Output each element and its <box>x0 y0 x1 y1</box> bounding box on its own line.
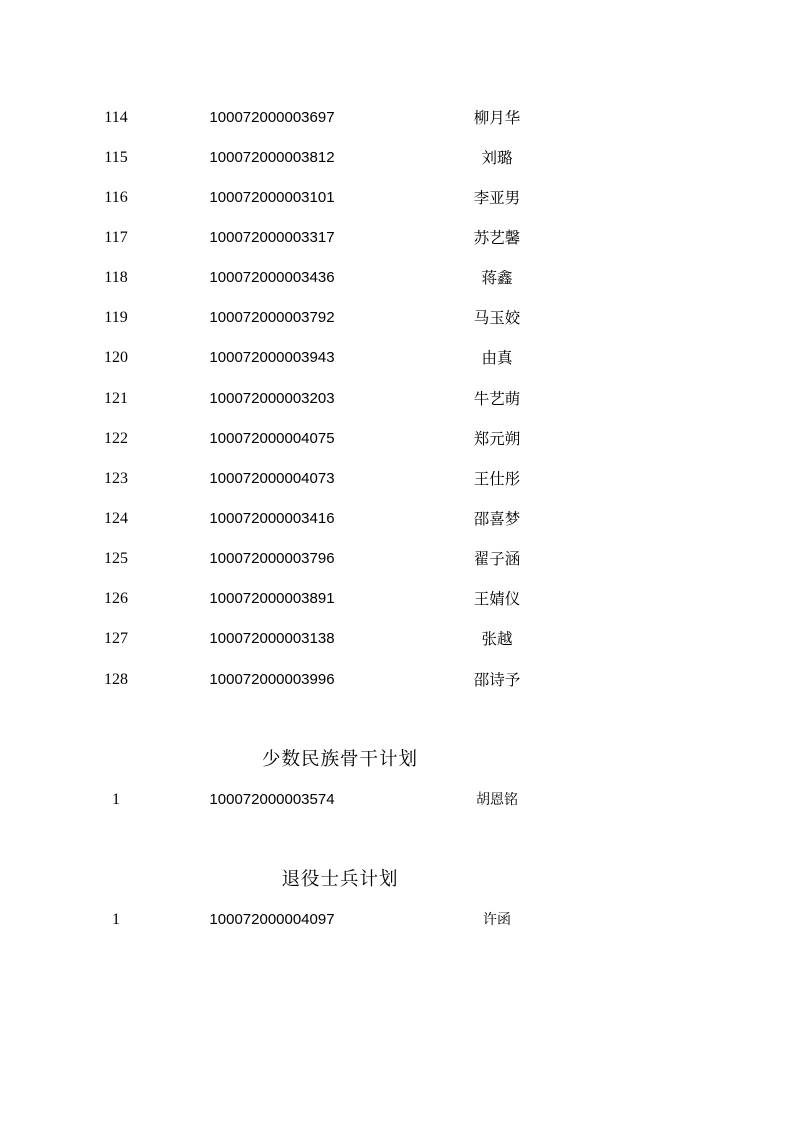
row-number: 123 <box>104 470 128 487</box>
row-number: 118 <box>104 269 128 286</box>
student-name: 张越 <box>481 630 513 648</box>
student-name: 邵喜梦 <box>473 510 521 528</box>
exam-id: 100072000004075 <box>209 430 335 447</box>
table-row <box>0 186 794 210</box>
exam-id: 100072000004097 <box>209 911 335 928</box>
exam-id: 100072000003891 <box>209 590 335 607</box>
table-row <box>0 668 794 692</box>
student-name: 刘璐 <box>481 149 513 167</box>
row-number: 125 <box>104 550 128 567</box>
row-number: 115 <box>104 149 128 166</box>
row-number: 121 <box>104 390 128 407</box>
table-row <box>0 908 794 932</box>
student-name: 马玉姣 <box>473 309 521 327</box>
exam-id: 100072000003416 <box>209 510 335 527</box>
exam-id: 100072000003138 <box>209 630 335 647</box>
student-name: 郑元朔 <box>473 430 521 448</box>
table-row <box>0 106 794 130</box>
row-number: 1 <box>112 791 120 808</box>
student-name: 李亚男 <box>473 189 521 207</box>
row-number: 1 <box>112 911 120 928</box>
table-row <box>0 467 794 491</box>
exam-id: 100072000003101 <box>209 189 335 206</box>
exam-id: 100072000003996 <box>209 671 335 688</box>
table-row <box>0 788 794 812</box>
student-name: 邵诗予 <box>473 671 521 689</box>
table-row <box>0 387 794 411</box>
student-name: 胡恩铭 <box>476 792 518 808</box>
exam-id: 100072000004073 <box>209 470 335 487</box>
exam-id: 100072000003792 <box>209 309 335 326</box>
exam-id: 100072000003574 <box>209 791 335 808</box>
row-number: 120 <box>104 349 128 366</box>
student-name: 王仕彤 <box>473 470 521 488</box>
exam-id: 100072000003436 <box>209 269 335 286</box>
exam-id: 100072000003317 <box>209 229 335 246</box>
table-row <box>0 547 794 571</box>
table-row <box>0 507 794 531</box>
row-number: 122 <box>104 430 128 447</box>
table-row <box>0 266 794 290</box>
row-number: 126 <box>104 590 128 607</box>
student-name: 许函 <box>483 912 511 928</box>
student-name: 苏艺馨 <box>473 229 521 247</box>
exam-id: 100072000003697 <box>209 109 335 126</box>
table-row <box>0 627 794 651</box>
row-number: 124 <box>104 510 128 527</box>
exam-id: 100072000003203 <box>209 390 335 407</box>
student-name: 由真 <box>481 349 513 367</box>
table-row <box>0 427 794 451</box>
row-number: 127 <box>104 630 128 647</box>
row-number: 114 <box>104 109 128 126</box>
table-row <box>0 346 794 370</box>
row-number: 128 <box>104 671 128 688</box>
student-name: 王婧仪 <box>473 590 521 608</box>
section-title-minority: 少数民族骨干计划 <box>261 749 418 770</box>
student-name: 蒋鑫 <box>481 269 513 287</box>
row-number: 117 <box>104 229 128 246</box>
student-name: 牛艺萌 <box>473 390 521 408</box>
student-name: 柳月华 <box>473 109 521 127</box>
student-name: 翟子涵 <box>473 550 521 568</box>
exam-id: 100072000003796 <box>209 550 335 567</box>
table-row <box>0 226 794 250</box>
table-row <box>0 587 794 611</box>
row-number: 116 <box>104 189 128 206</box>
exam-id: 100072000003943 <box>209 349 335 366</box>
exam-id: 100072000003812 <box>209 149 335 166</box>
table-row <box>0 146 794 170</box>
table-row <box>0 306 794 330</box>
section-title-veteran: 退役士兵计划 <box>281 869 399 890</box>
row-number: 119 <box>104 309 128 326</box>
